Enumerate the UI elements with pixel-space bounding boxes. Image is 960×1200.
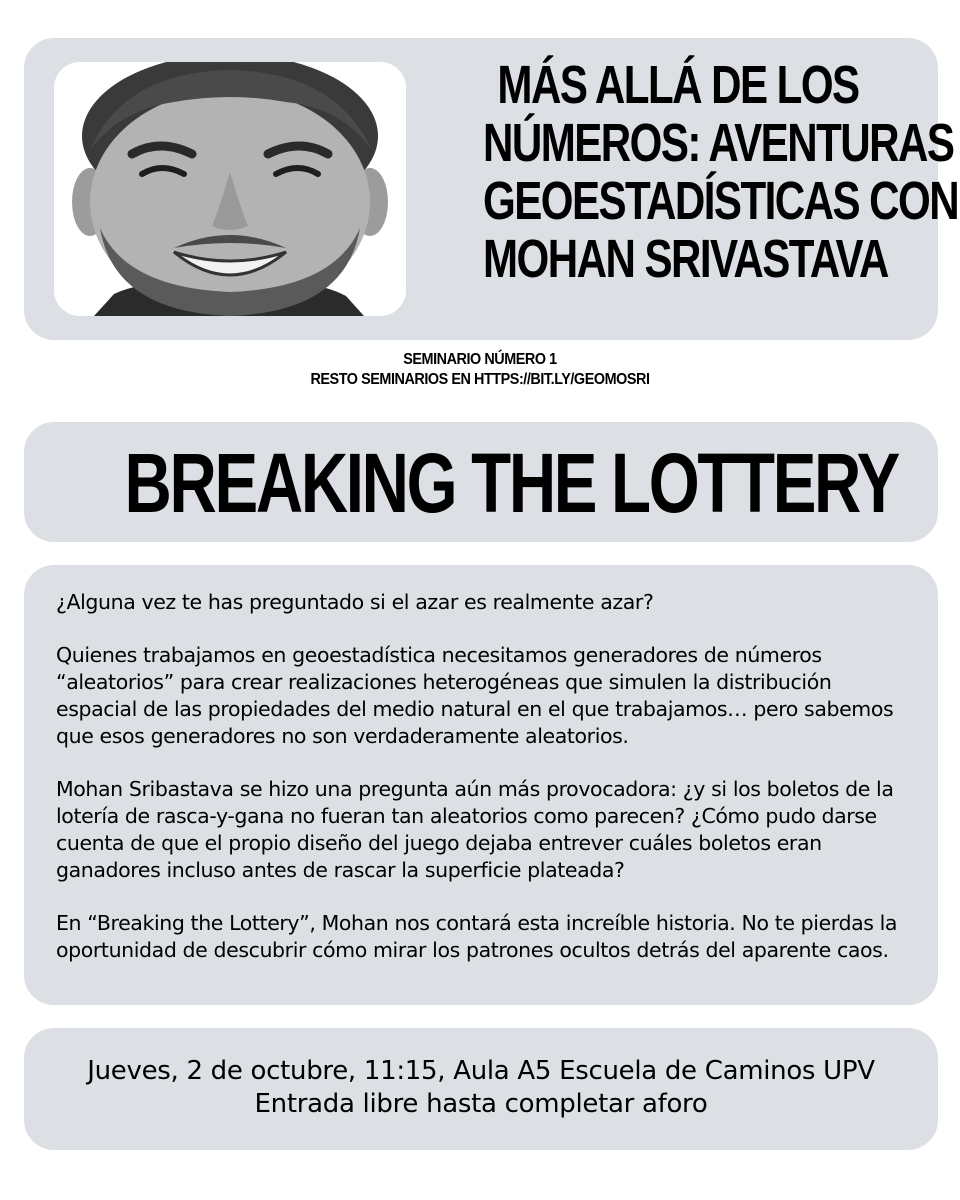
seminar-number: SEMINARIO NÚMERO 1 — [403, 351, 557, 368]
description-paragraph: Quienes trabajamos en geoestadística necesitamos generadores de números “aleatorios” para crear realizaciones heterogéneas que simulen la distribución espacial de las propiedades del medio natural en el que trabajamos… pero sabemos que esos generadores no son verdaderamente aleatorios. — [56, 643, 894, 748]
title-line: MOHAN SRIVASTAVA — [483, 229, 888, 289]
description-text — [56, 589, 918, 964]
event-admission: Entrada libre hasta completar aforo — [254, 1089, 708, 1119]
talk-title: BREAKING THE LOTTERY — [124, 436, 898, 530]
series-info — [0, 350, 960, 390]
description-paragraph: ¿Alguna vez te has preguntado si el azar es realmente azar? — [56, 590, 654, 614]
seminar-series-title — [483, 55, 959, 289]
title-line: GEOESTADÍSTICAS CON — [483, 171, 959, 231]
rest-seminars-link[interactable]: RESTO SEMINARIOS EN HTTPS://BIT.LY/GEOMOSRI — [310, 371, 650, 388]
speaker-photo — [54, 62, 406, 316]
talk-title-panel — [24, 422, 938, 542]
description-paragraph: En “Breaking the Lottery”, Mohan nos contará esta increíble historia. No te pierdas la oportunidad de descubrir cómo mirar los patrones ocultos detrás del aparente caos. — [56, 911, 898, 962]
description-panel — [24, 565, 938, 1005]
event-date-location: Jueves, 2 de octubre, 11:15, Aula A5 Escuela de Caminos UPV — [87, 1056, 875, 1086]
description-paragraph: Mohan Sribastava se hizo una pregunta aún más provocadora: ¿y si los boletos de la lotería de rasca-y-gana no fueran tan aleatorios como parecen? ¿Cómo pudo darse cuenta de que el propio diseño del juego dejaba entrever cuáles boletos eran ganadores incluso antes de rascar la superficie plateada? — [56, 777, 894, 882]
speaker-portrait-icon — [54, 62, 406, 316]
title-line: NÚMEROS: AVENTURAS — [483, 113, 954, 173]
header-panel — [24, 38, 959, 340]
event-panel — [24, 1028, 938, 1150]
title-line: MÁS ALLÁ DE LOS — [497, 55, 859, 115]
